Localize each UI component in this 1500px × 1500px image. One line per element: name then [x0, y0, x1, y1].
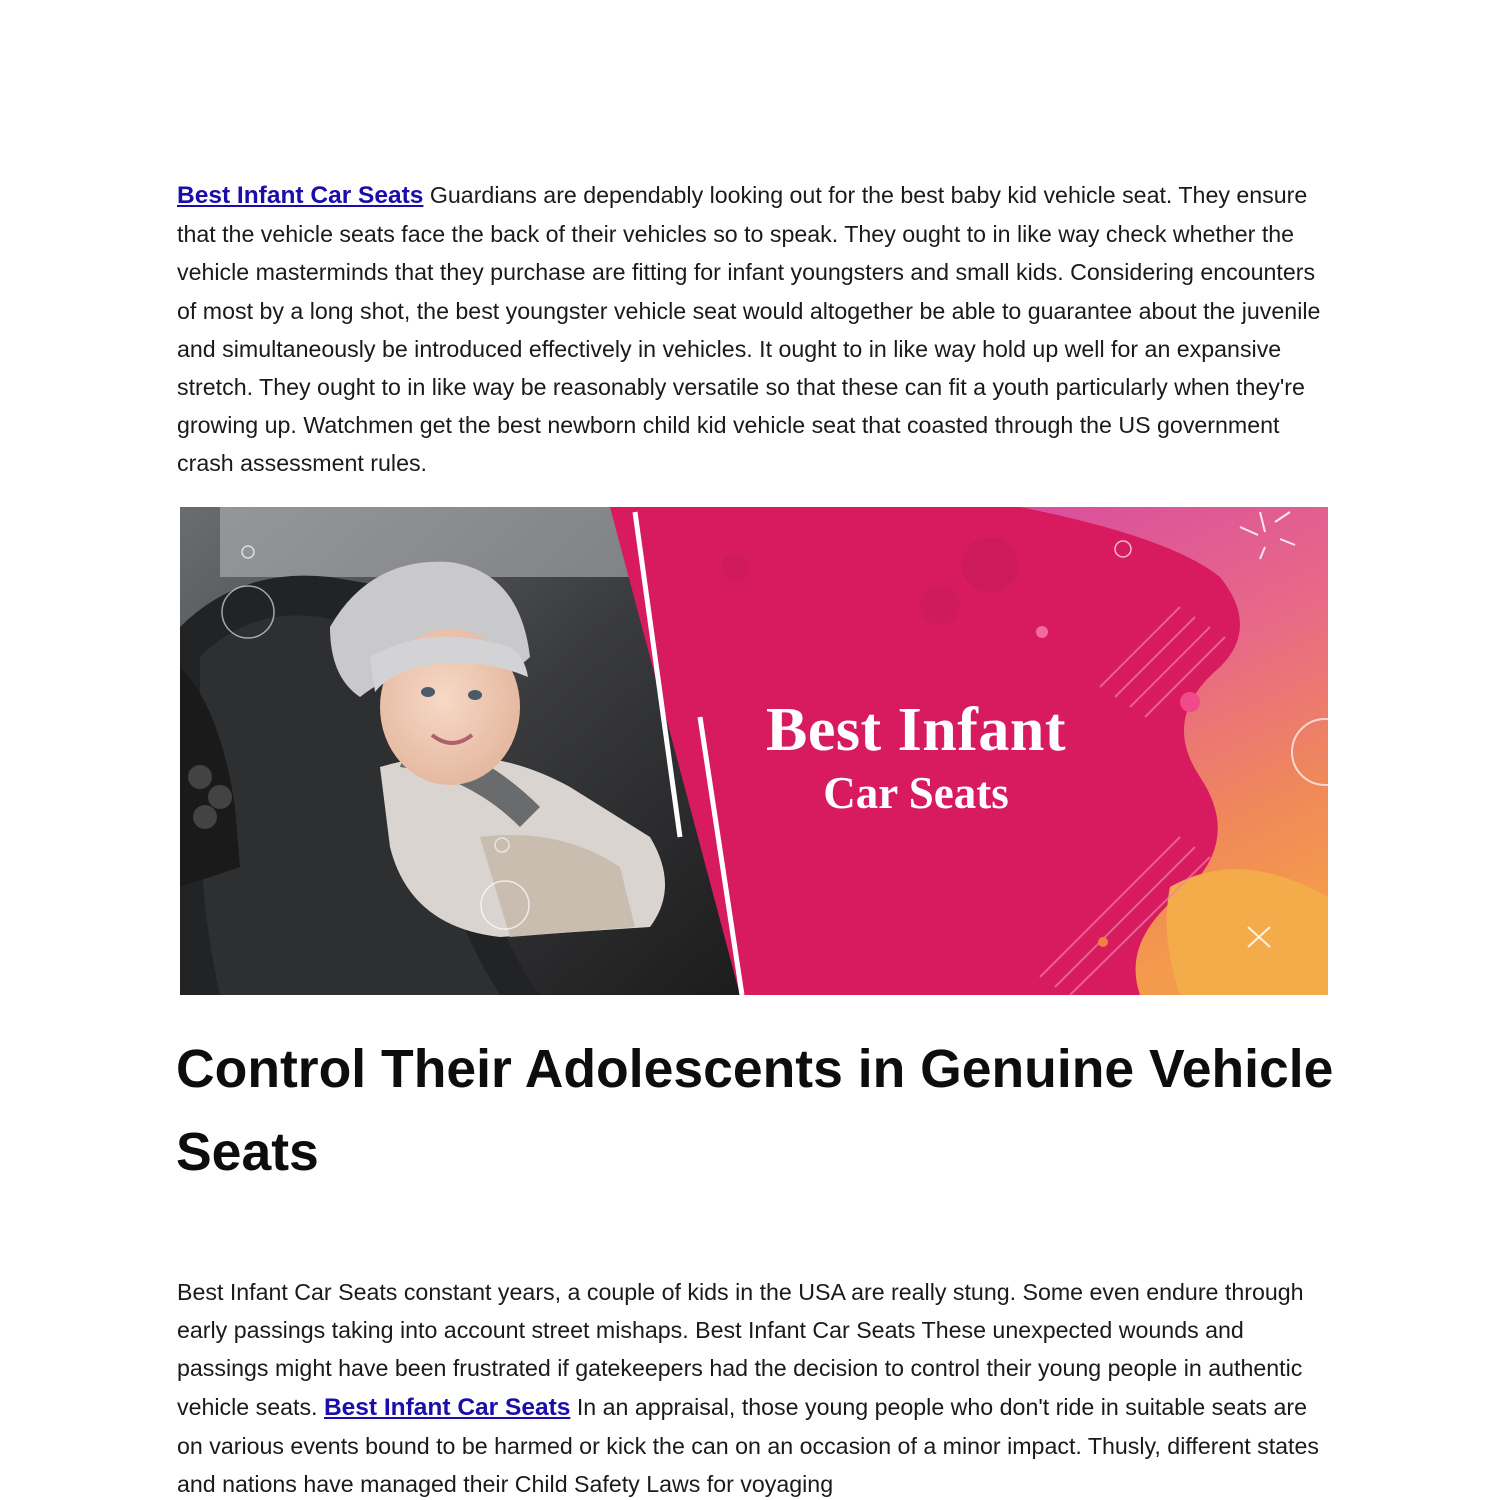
section-heading: Control Their Adolescents in Genuine Vehicle Seats [176, 1040, 1334, 1182]
body-text-after: In an appraisal, those young people who don't ride in suitable seats are on various events bound to be harmed or kick the can on an occasion of a minor impact. Thusly, different states and nations have managed their Child Safety Laws for voyaging [177, 1393, 1319, 1498]
best-infant-car-seats-link[interactable]: Best Infant Car Seats [177, 182, 424, 209]
body-text-before: Best Infant Car Seats constant years, a couple of kids in the USA are really stung. Some even endure through early passings taking into account street mishaps. Best Infant Car Seats These unexpected wounds and passings might have been frustrated if gatekeepers had the decision to control their young people in authentic vehicle seats. [177, 1279, 1304, 1420]
banner-subtitle: Car Seats [823, 768, 1009, 818]
intro-text: Guardians are dependably looking out for the best baby kid vehicle seat. They ensure that the vehicle seats face the back of their vehicles so to speak. They ought to in like way check whether the vehicle masterminds that they purchase are fitting for infant youngsters and small kids. Considering encounters of most by a long shot, the best youngster vehicle seat would altogether be able to guarantee about the juvenile and simultaneously be introduced effectively in vehicles. It ought to in like way hold up well for an expansive stretch. They ought to in like way be reasonably versatile so that these can fit a youth particularly when they're growing up. Watchmen get the best newborn child kid vehicle seat that coasted through the US government crash assessment rules. [177, 182, 1321, 477]
banner-title: Best Infant [765, 696, 1067, 764]
body-paragraph [177, 1273, 1337, 1500]
banner-image [180, 507, 1328, 995]
intro-paragraph [177, 176, 1337, 483]
best-infant-car-seats-link-2[interactable]: Best Infant Car Seats [323, 1393, 571, 1421]
